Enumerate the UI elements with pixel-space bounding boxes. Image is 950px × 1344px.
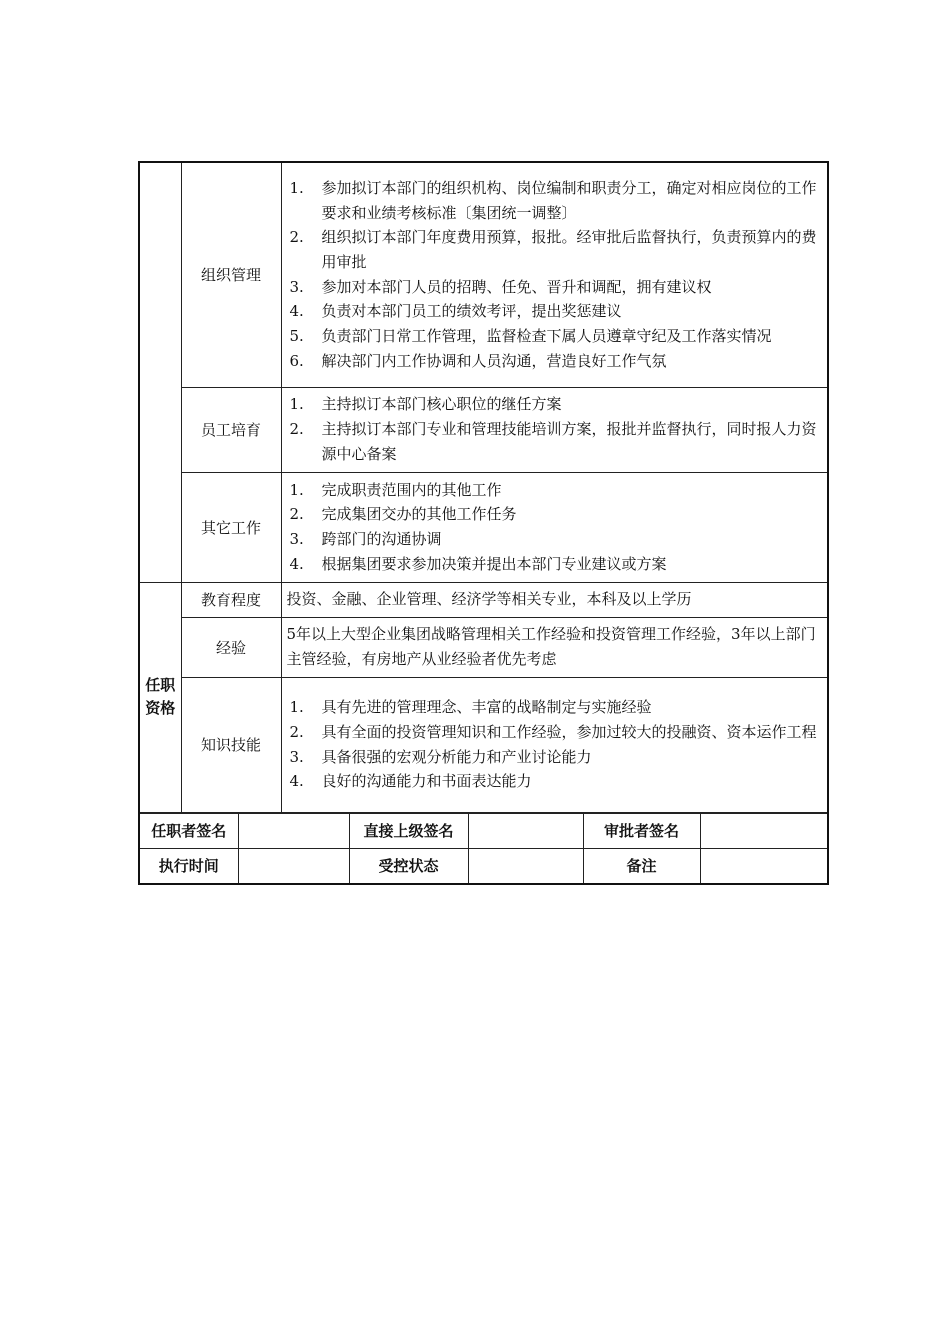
list-item: 4. 根据集团要求参加决策并提出本部门专业建议或方案 (289, 554, 667, 573)
list-item: 3. 跨部门的沟通协调 (289, 530, 442, 548)
row-education (139, 582, 828, 617)
approver-signature-label: 审批者签名 (583, 813, 700, 848)
list-item: 2. 主持拟订本部门专业和管理技能培训方案，报批并监督执行，同时报人力资源中心备案 (289, 420, 817, 463)
responsibilities-table (138, 161, 829, 813)
org-management-list (290, 176, 824, 374)
qualifications-category-cell (139, 582, 181, 812)
qualifications-category-label: 任职资格 (145, 676, 176, 717)
signature-table (138, 813, 829, 885)
education-label: 教育程度 (181, 582, 281, 617)
remarks-label: 备注 (583, 848, 700, 884)
staff-training-content (281, 387, 828, 472)
other-work-list (290, 478, 824, 577)
row-skills (139, 677, 828, 812)
education-content: 投资、金融、企业管理、经济学等相关专业，本科及以上学历 (281, 582, 828, 617)
skills-label: 知识技能 (181, 677, 281, 812)
skills-list (290, 695, 824, 794)
list-item: 6. 解决部门内工作协调和人员沟通，营造良好工作气氛 (289, 351, 667, 370)
list-item: 2. 具有全面的投资管理知识和工作经验，参加过较大的投融资、资本运作工程 (289, 722, 817, 741)
execution-date-label: 执行时间 (139, 848, 238, 884)
control-status-label: 受控状态 (349, 848, 468, 884)
other-work-content (281, 472, 828, 582)
supervisor-signature-field[interactable] (468, 813, 583, 848)
experience-label: 经验 (181, 617, 281, 677)
duties-category-cell (139, 162, 181, 582)
skills-content (281, 677, 828, 812)
experience-content: 5年以上大型企业集团战略管理相关工作经验和投资管理工作经验，3年以上部门主管经验，有房地产从业经验者优先考虑 (281, 617, 828, 677)
staff-training-label: 员工培育 (181, 387, 281, 472)
list-item: 4. 负责对本部门员工的绩效考评，提出奖惩建议 (289, 302, 622, 321)
row-experience (139, 617, 828, 677)
remarks-field[interactable] (700, 848, 828, 884)
list-item: 1. 具有先进的管理理念、丰富的战略制定与实施经验 (289, 698, 652, 717)
signature-row-2 (139, 848, 828, 884)
signature-row-1 (139, 813, 828, 848)
approver-signature-field[interactable] (700, 813, 828, 848)
staff-training-list (290, 392, 824, 466)
list-item: 2. 完成集团交办的其他工作任务 (289, 505, 517, 524)
row-staff-training (139, 387, 828, 472)
list-item: 1. 参加拟订本部门的组织机构、岗位编制和职责分工，确定对相应岗位的工作要求和业绩考核标准〔集团统一调整〕 (289, 178, 817, 222)
list-item: 1. 完成职责范围内的其他工作 (289, 480, 502, 499)
list-item: 3. 具备很强的宏观分析能力和产业讨论能力 (289, 747, 592, 766)
list-item: 1. 主持拟订本部门核心职位的继任方案 (289, 395, 562, 414)
org-management-content (281, 162, 828, 387)
list-item: 2. 组织拟订本部门年度费用预算，报批。经审批后监督执行，负责预算内的费用审批 (289, 228, 817, 272)
org-management-label: 组织管理 (181, 162, 281, 387)
execution-date-field[interactable] (238, 848, 349, 884)
other-work-label: 其它工作 (181, 472, 281, 582)
row-other-work (139, 472, 828, 582)
list-item: 5. 负责部门日常工作管理，监督检查下属人员遵章守纪及工作落实情况 (289, 327, 772, 346)
list-item: 3. 参加对本部门人员的招聘、任免、晋升和调配，拥有建议权 (289, 277, 712, 296)
row-org-management (139, 162, 828, 387)
holder-signature-field[interactable] (238, 813, 349, 848)
list-item: 4. 良好的沟通能力和书面表达能力 (289, 772, 532, 791)
job-description-sheet (138, 161, 827, 885)
supervisor-signature-label: 直接上级签名 (349, 813, 468, 848)
holder-signature-label: 任职者签名 (139, 813, 238, 848)
control-status-field[interactable] (468, 848, 583, 884)
